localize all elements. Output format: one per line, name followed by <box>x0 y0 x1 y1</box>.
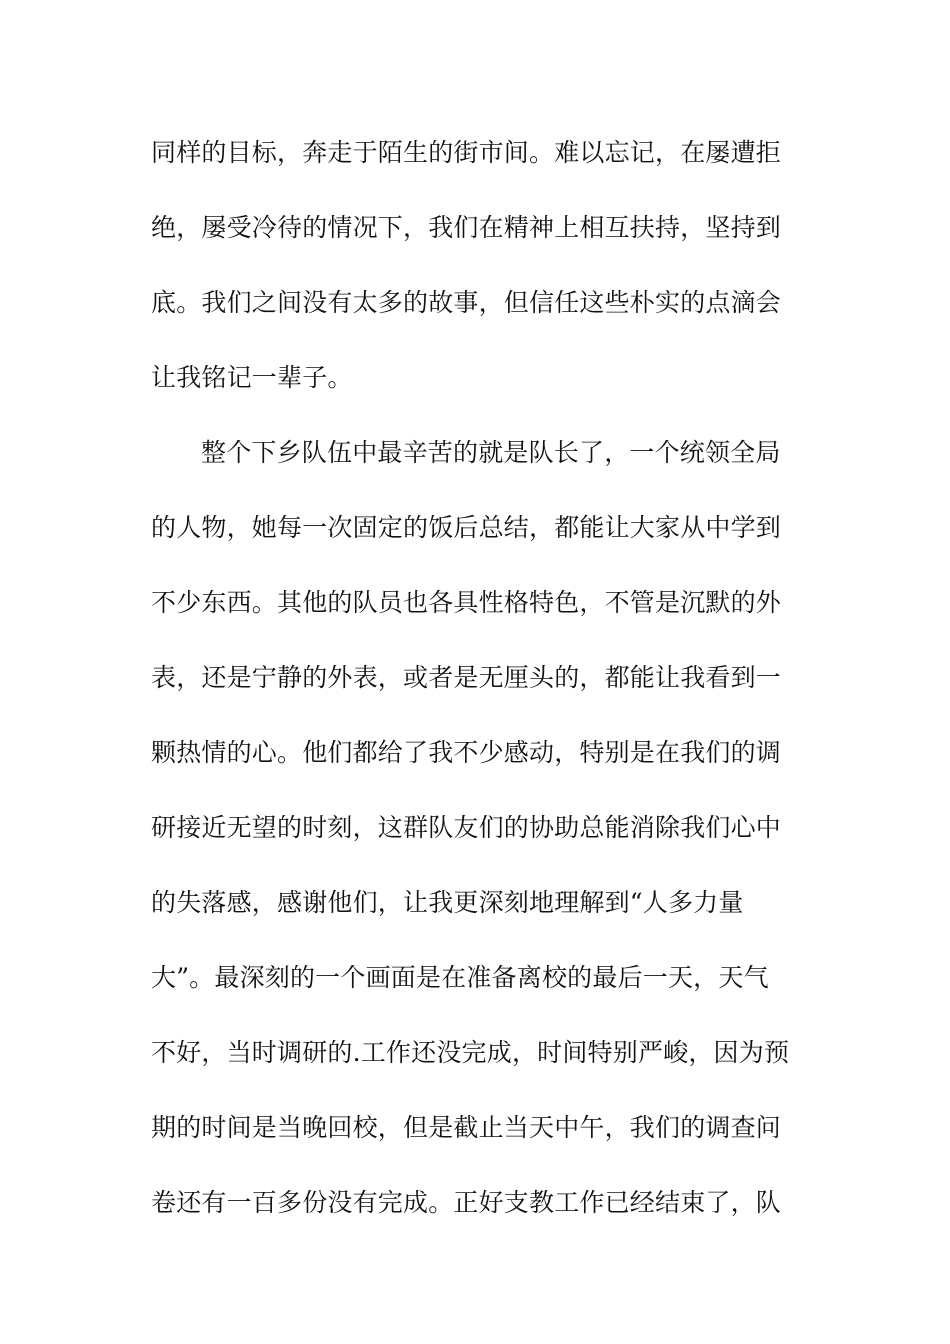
text-line: 研接近无望的时刻，这群队友们的协助总能消除我们心中 <box>151 813 782 842</box>
text-line: 表，还是宁静的外表，或者是无厘头的，都能让我看到一 <box>151 663 782 692</box>
text-line: 的失落感，感谢他们，让我更深刻地理解到“人多力量 <box>151 888 744 917</box>
body-text <box>151 130 811 1255</box>
text-line: 同样的目标，奔走于陌生的街市间。难以忘记，在屡遭拒 <box>151 138 782 167</box>
text-line: 底。我们之间没有太多的故事，但信任这些朴实的点滴会 <box>151 288 782 317</box>
text-line: 大”。最深刻的一个画面是在准备离校的最后一天，天气 <box>151 963 769 992</box>
text-line: 卷还有一百多份没有完成。正好支教工作已经结束了，队 <box>151 1188 782 1217</box>
paragraph-start-line: 整个下乡队伍中最辛苦的就是队长了，一个统领全局 <box>201 438 781 467</box>
text-line: 不好，当时调研的.工作还没完成，时间特别严峻，因为预 <box>151 1038 790 1067</box>
text-line: 不少东西。其他的队员也各具性格特色，不管是沉默的外 <box>151 588 782 617</box>
text-line: 期的时间是当晚回校，但是截止当天中午，我们的调查问 <box>151 1113 782 1142</box>
text-line: 绝，屡受冷待的情况下，我们在精神上相互扶持，坚持到 <box>151 213 782 242</box>
text-line: 的人物，她每一次固定的饭后总结，都能让大家从中学到 <box>151 513 782 542</box>
text-line: 颗热情的心。他们都给了我不少感动，特别是在我们的调 <box>151 738 782 767</box>
text-line: 让我铭记一辈子。 <box>151 363 353 392</box>
